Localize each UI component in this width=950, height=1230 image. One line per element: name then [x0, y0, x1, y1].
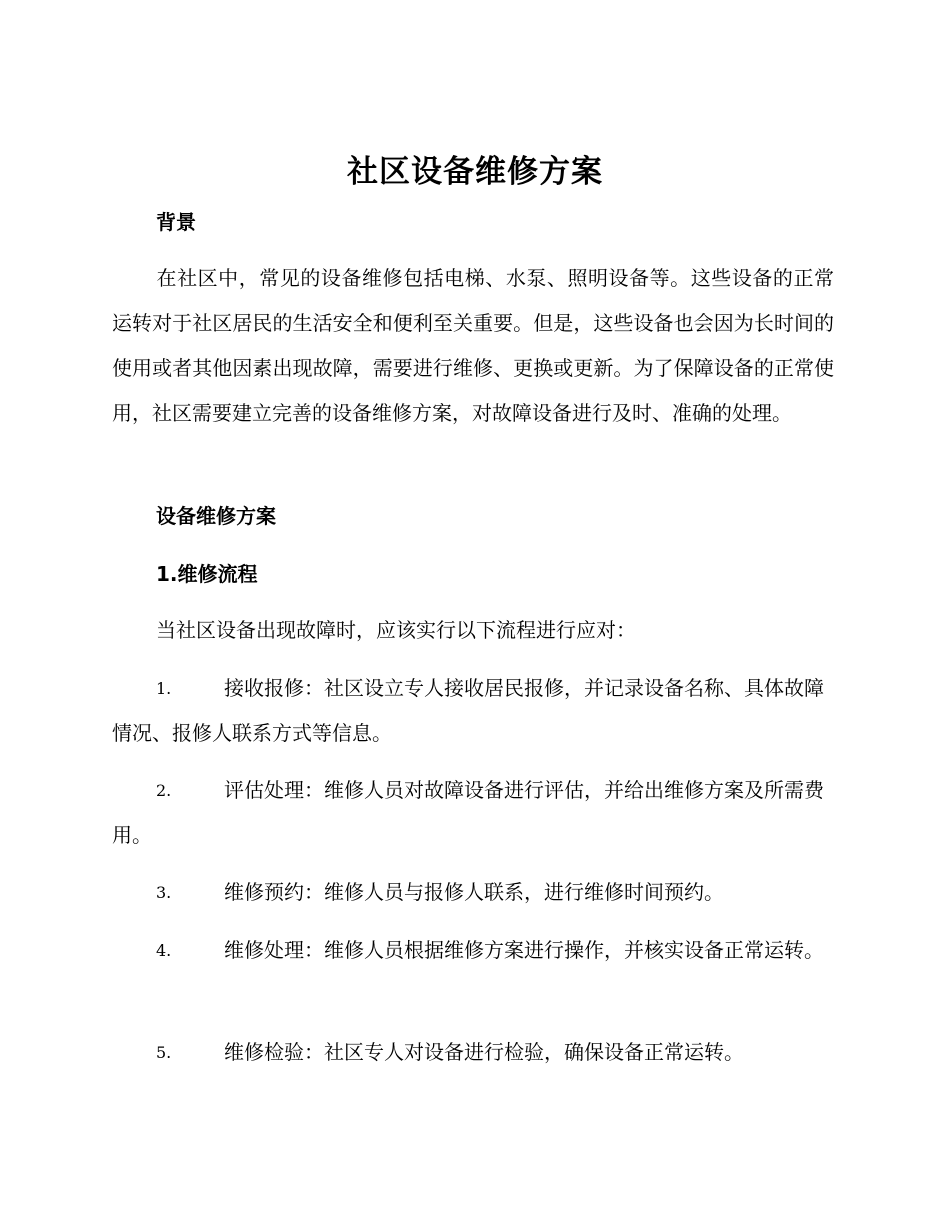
background-paragraph-text: 在社区中，常见的设备维修包括电梯、水泵、照明设备等。这些设备的正常运转对于社区居民的生活安全和便利至关重要。但是，这些设备也会因为长时间的使用或者其他因素出现故障，需要进行维修、更换或更新。为了保障设备的正常使用，社区需要建立完善的设备维修方案，对故障设备进行及时、准确的处理。	[112, 266, 834, 425]
list-item	[112, 928, 834, 973]
list-item	[112, 870, 834, 915]
list-item-text: 接收报修：社区设立专人接收居民报修，并记录设备名称、具体故障情况、报修人联系方式等信息。	[112, 676, 824, 745]
list-item	[112, 666, 834, 756]
list-item-text: 维修检验：社区专人对设备进行检验，确保设备正常运转。	[224, 1040, 744, 1064]
list-item-number: 4.	[156, 941, 172, 960]
list-item-number: 1.	[156, 679, 172, 698]
document-title: 社区设备维修方案	[347, 154, 603, 190]
background-paragraph	[112, 256, 834, 436]
list-item-number: 2.	[156, 781, 172, 800]
list-item-text: 维修处理：维修人员根据维修方案进行操作，并核实设备正常运转。	[224, 938, 824, 962]
process-intro	[112, 608, 834, 653]
section-heading-background: 背景	[156, 210, 196, 234]
list-item	[112, 768, 834, 858]
process-intro-text: 当社区设备出现故障时，应该实行以下流程进行应对：	[156, 618, 636, 642]
list-item-text: 评估处理：维修人员对故障设备进行评估，并给出维修方案及所需费用。	[112, 778, 824, 847]
list-item	[112, 1030, 834, 1075]
subsection-heading-process: 1.维修流程	[156, 562, 258, 586]
list-item-text: 维修预约：维修人员与报修人联系，进行维修时间预约。	[224, 880, 724, 904]
section-heading-plan: 设备维修方案	[156, 504, 276, 528]
list-item-number: 3.	[156, 883, 172, 902]
list-item-number: 5.	[156, 1043, 172, 1062]
